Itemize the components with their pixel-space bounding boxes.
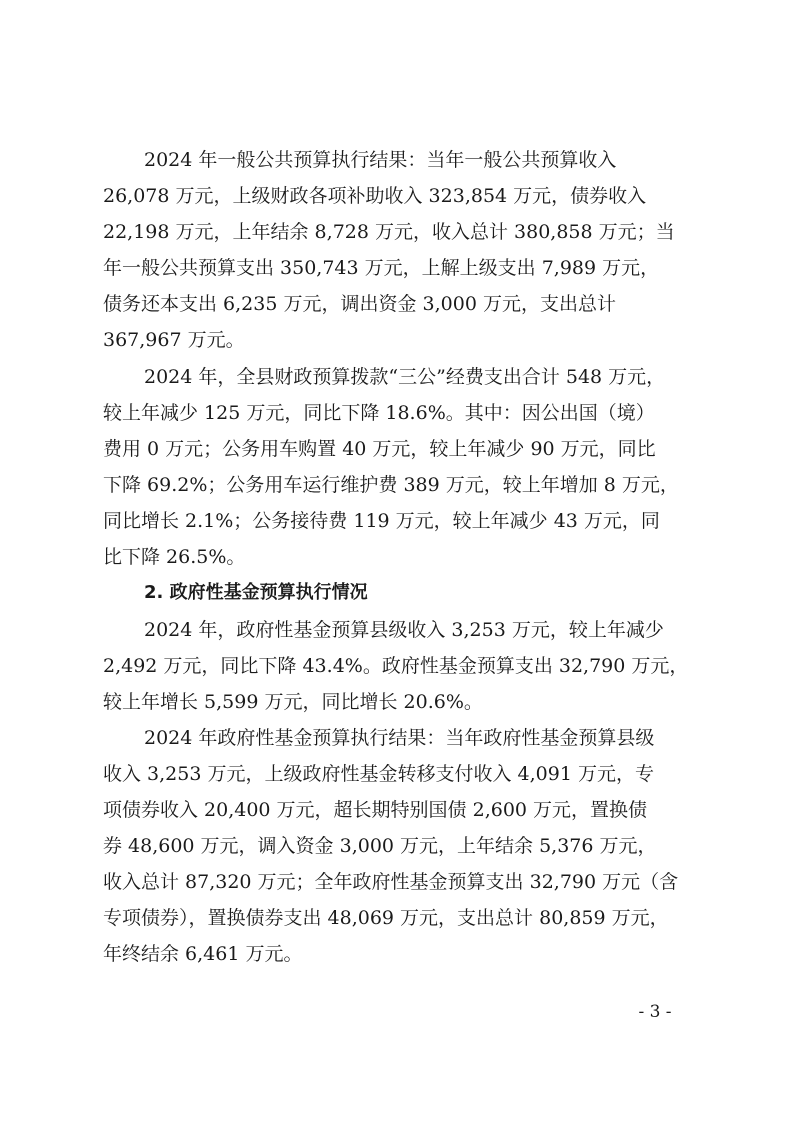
paragraph-2-line: 费用 0 万元；公务用车购置 40 万元，较上年减少 90 万元，同比 <box>103 438 656 460</box>
paragraph-2-line: 比下降 26.5%。 <box>103 546 246 568</box>
paragraph-2-line: 下降 69.2%；公务用车运行维护费 389 万元，较上年增加 8 万元， <box>103 474 679 496</box>
paragraph-3-line: 2024 年，政府性基金预算县级收入 3,253 万元，较上年减少 <box>144 619 664 641</box>
paragraph-4-line: 收入总计 87,320 万元；全年政府性基金预算支出 32,790 万元（含 <box>103 871 679 893</box>
paragraph-1-line: 26,078 万元，上级财政各项补助收入 323,854 万元，债券收入 <box>103 185 647 207</box>
paragraph-4-line: 券 48,600 万元，调入资金 3,000 万元，上年结余 5,376 万元， <box>103 835 657 857</box>
paragraph-3-line: 2,492 万元，同比下降 43.4%。政府性基金预算支出 32,790 万元， <box>103 655 689 677</box>
paragraph-1-line: 2024 年一般公共预算执行结果：当年一般公共预算收入 <box>144 149 617 171</box>
paragraph-3-line: 较上年增长 5,599 万元，同比增长 20.6%。 <box>103 691 483 713</box>
paragraph-4-line: 项债券收入 20,400 万元，超长期特别国债 2,600 万元，置换债 <box>103 799 648 821</box>
paragraph-2-line: 较上年减少 125 万元，同比下降 18.6%。其中：因公出国（境） <box>103 402 655 424</box>
paragraph-2-line: 同比增长 2.1%；公务接待费 119 万元，较上年减少 43 万元，同 <box>103 510 660 532</box>
section-heading: 2. 政府性基金预算执行情况 <box>144 582 368 603</box>
paragraph-2-line: 2024 年，全县财政预算拨款“三公”经费支出合计 548 万元， <box>144 366 666 388</box>
paragraph-4-line: 专项债券），置换债券支出 48,069 万元，支出总计 80,859 万元， <box>103 907 669 929</box>
paragraph-4-line: 收入 3,253 万元，上级政府性基金转移支付收入 4,091 万元，专 <box>103 763 654 785</box>
paragraph-4-line: 年终结余 6,461 万元。 <box>103 943 303 965</box>
page-number: - 3 - <box>638 1002 672 1022</box>
paragraph-1-line: 债务还本支出 6,235 万元，调出资金 3,000 万元，支出总计 <box>103 293 616 315</box>
paragraph-1-line: 22,198 万元，上年结余 8,728 万元，收入总计 380,858 万元；当 <box>103 221 675 243</box>
paragraph-1-line: 367,967 万元。 <box>103 329 245 351</box>
paragraph-4-line: 2024 年政府性基金预算执行结果：当年政府性基金预算县级 <box>144 727 655 749</box>
paragraph-1-line: 年一般公共预算支出 350,743 万元，上解上级支出 7,989 万元， <box>103 257 660 279</box>
